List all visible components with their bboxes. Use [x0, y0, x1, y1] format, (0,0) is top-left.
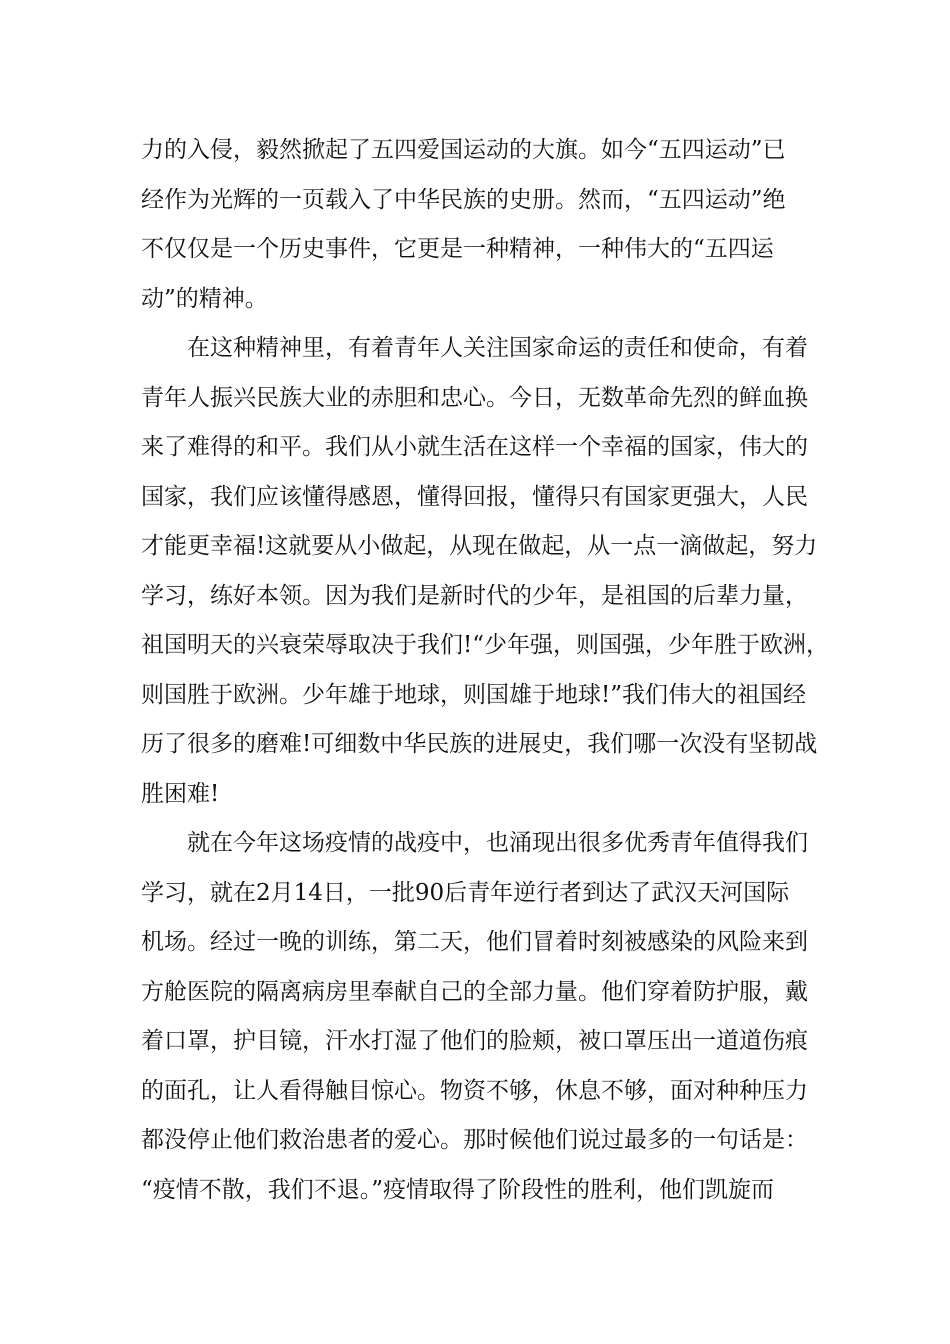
body-text — [141, 126, 830, 1215]
text-line: 来了难得的和平。我们从小就生活在这样一个幸福的国家，伟大的 — [141, 434, 808, 460]
text-line: “疫情不散，我们不退。”疫情取得了阶段性的胜利，他们凯旋而 — [141, 1176, 775, 1203]
text-line: 经作为光辉的一页载入了中华民族的史册。然而，“五四运动”绝 — [141, 186, 786, 213]
text-line: 祖国明天的兴衰荣辱取决于我们!“少年强，则国强，少年胜于欧洲， — [141, 632, 830, 658]
text-line: 国家，我们应该懂得感恩，懂得回报，懂得只有国家更强大，人民 — [141, 483, 808, 510]
text-line: 机场。经过一晚的训练，第二天，他们冒着时刻被感染的风险来到 — [141, 929, 808, 955]
paragraph-2 — [141, 324, 830, 819]
text-line: 动”的精神。 — [141, 285, 268, 312]
text-line: 学习，就在2月14日，一批90后青年逆行者到达了武汉天河国际 — [141, 879, 790, 906]
text-line: 青年人振兴民族大业的赤胆和忠心。今日，无数革命先烈的鲜血换 — [141, 384, 808, 411]
text-line: 则国胜于欧洲。少年雄于地球，则国雄于地球!”我们伟大的祖国经 — [141, 681, 807, 708]
text-line: 不仅仅是一个历史事件，它更是一种精神，一种伟大的“五四运 — [141, 236, 774, 262]
text-line: 才能更幸福!这就要从小做起，从现在做起，从一点一滴做起，努力 — [141, 533, 818, 559]
paragraph-3 — [141, 819, 813, 1215]
text-line: 的面孔，让人看得触目惊心。物资不够，休息不够，面对种种压力 — [141, 1077, 808, 1104]
text-line: 都没停止他们救治患者的爱心。那时候他们说过最多的一句话是： — [141, 1127, 808, 1153]
text-line: 着口罩，护目镜，汗水打湿了他们的脸颊，被口罩压出一道道伤痕 — [141, 1028, 808, 1054]
text-line: 方舱医院的隔离病房里奉献自己的全部力量。他们穿着防护服，戴 — [141, 978, 808, 1005]
paragraph-1 — [141, 126, 813, 324]
text-line: 历了很多的磨难!可细数中华民族的进展史，我们哪一次没有坚韧战 — [141, 731, 818, 757]
text-line: 学习，练好本领。因为我们是新时代的少年，是祖国的后辈力量， — [141, 582, 808, 609]
text-line: 就在今年这场疫情的战疫中，也涌现出很多优秀青年值得我们 — [187, 830, 808, 856]
text-line: 胜困难! — [141, 780, 220, 807]
text-line: 在这种精神里，有着青年人关注国家命运的责任和使命，有着 — [187, 335, 808, 361]
text-line: 力的入侵，毅然掀起了五四爱国运动的大旗。如今“五四运动”已 — [141, 137, 786, 163]
